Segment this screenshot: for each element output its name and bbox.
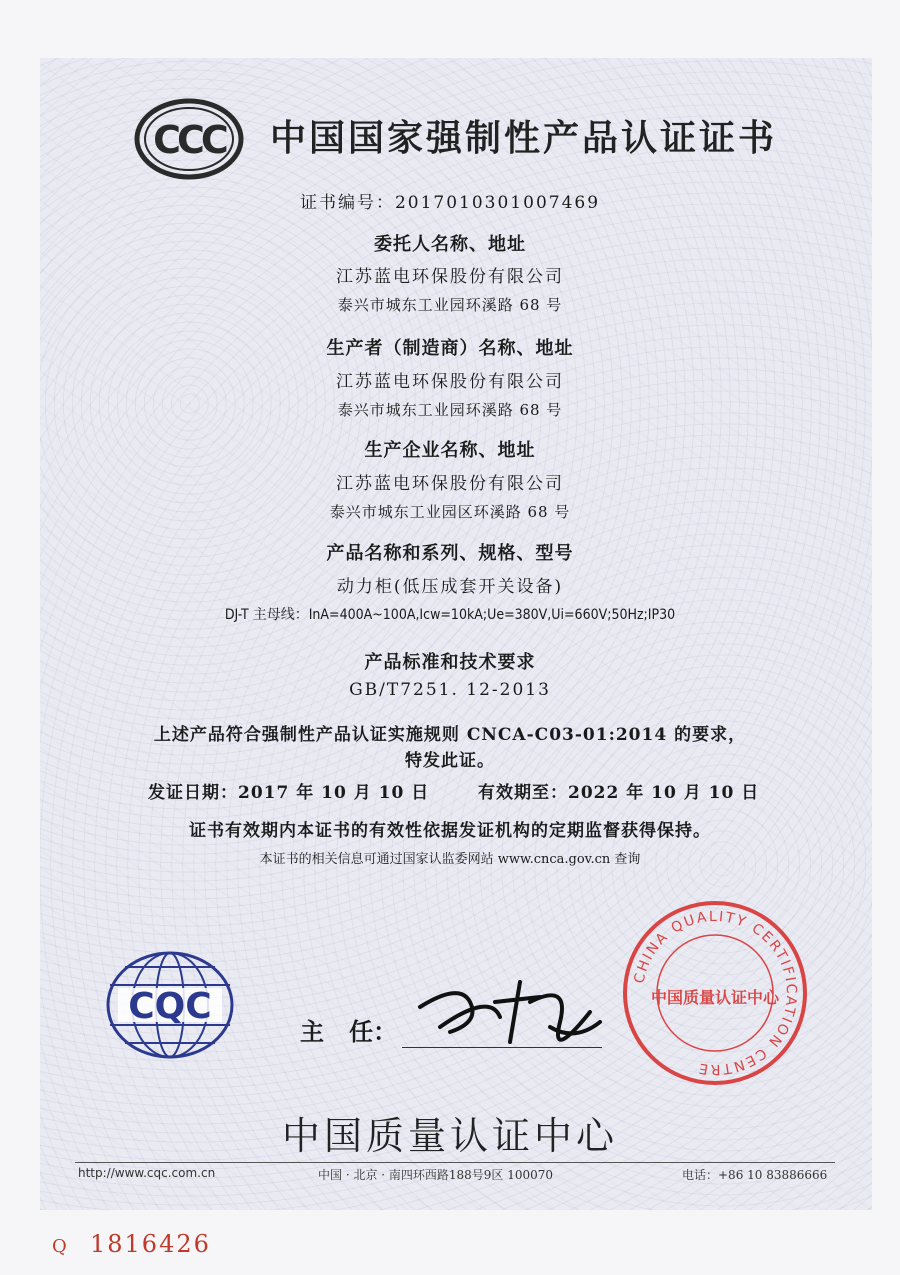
standard-heading: 产品标准和技术要求 (364, 652, 536, 673)
info-note: 本证书的相关信息可通过国家认监委网站 www.cnca.gov.cn 查询 (259, 852, 641, 867)
ccc-logo-icon (134, 98, 244, 180)
standard-value: GB/T7251. 12-2013 (349, 680, 551, 700)
product-spec: DJ-T 主母线：InA=400A~100A,Icw=10kA;Ue=380V,Ui=660V;50Hz;IP30 (224, 607, 676, 623)
svg-text:中国质量认证中心: 中国质量认证中心 (650, 988, 780, 1007)
certificate-number: 证书编号：2017010301007469 (299, 193, 601, 213)
client-address: 泰兴市城东工业园环溪路 68 号 (337, 296, 563, 314)
svg-text:CCC: CCC (153, 118, 225, 162)
manufacturer-heading: 生产者（制造商）名称、地址 (326, 338, 574, 359)
footer-phone: 电话：+86 10 83886666 (682, 1168, 828, 1182)
manufacturer-name: 江苏蓝电环保股份有限公司 (336, 372, 564, 392)
footer-address: 中国 · 北京 · 南四环西路188号9区 100070 (318, 1168, 554, 1182)
validity-note: 证书有效期内本证书的有效性依据发证机构的定期监督获得保持。 (189, 821, 711, 841)
footer-website: http://www.cqc.com.cn (78, 1166, 216, 1180)
svg-text:CQC: CQC (128, 986, 212, 1027)
product-name: 动力柜(低压成套开关设备) (336, 577, 564, 597)
expiry-date: 有效期至：2022 年 10 月 10 日 (478, 783, 760, 803)
factory-address: 泰兴市城东工业园区环溪路 68 号 (329, 503, 571, 521)
signature-line (402, 1047, 602, 1048)
issuer-name: 中国质量认证中心 (281, 1114, 618, 1158)
manufacturer-address: 泰兴市城东工业园环溪路 68 号 (337, 401, 563, 419)
client-name: 江苏蓝电环保股份有限公司 (336, 267, 564, 287)
compliance-statement: 上述产品符合强制性产品认证实施规则 CNCA-C03-01:2014 的要求， (153, 725, 747, 745)
serial-prefix: Q (52, 1236, 67, 1257)
compliance-statement-2: 特发此证。 (405, 751, 495, 771)
product-heading: 产品名称和系列、规格、型号 (326, 543, 574, 564)
serial-number: 1816426 (90, 1230, 211, 1258)
factory-heading: 生产企业名称、地址 (364, 440, 536, 461)
client-heading: 委托人名称、地址 (374, 234, 526, 255)
certificate-title: 中国国家强制性产品认证证书 (270, 118, 778, 159)
factory-name: 江苏蓝电环保股份有限公司 (336, 474, 564, 494)
issue-date: 发证日期：2017 年 10 月 10 日 (148, 783, 430, 803)
svg-text:CHINA QUALITY CERTIFICATION CE: CHINA QUALITY CERTIFICATION CENTRE (631, 908, 800, 1078)
cqc-globe-logo-icon (100, 945, 240, 1065)
footer-divider (75, 1162, 835, 1163)
cqc-red-seal (620, 898, 810, 1088)
director-signature (400, 972, 620, 1052)
director-label: 主 任： (300, 1017, 398, 1046)
